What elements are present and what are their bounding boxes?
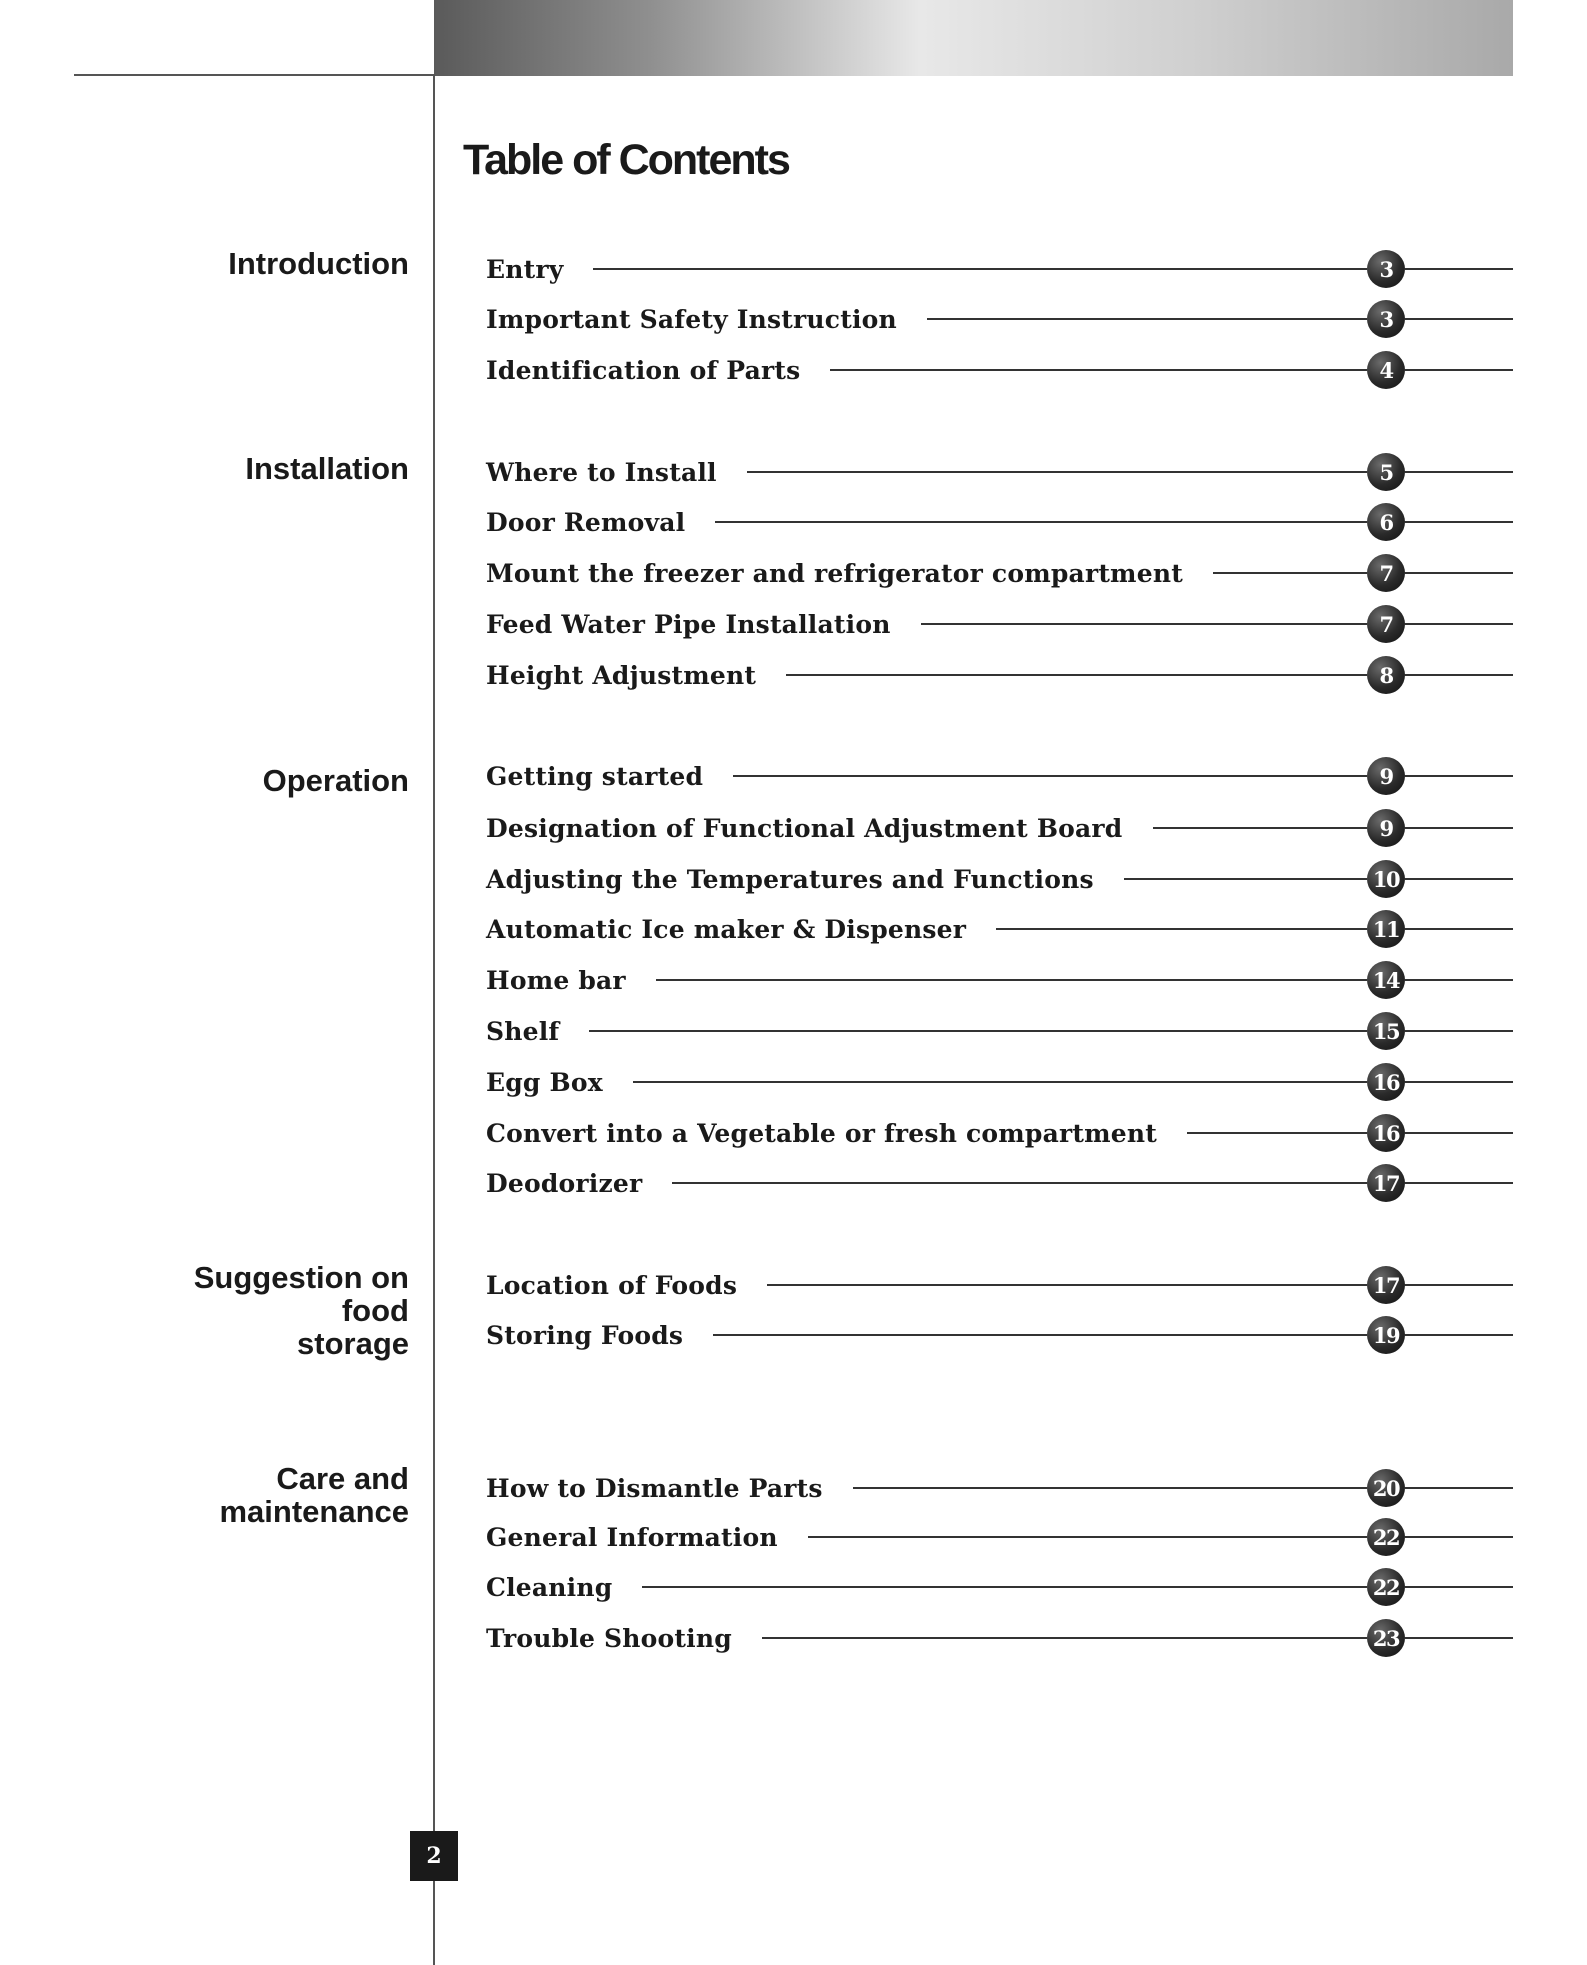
toc-entry[interactable]: [486, 1011, 1513, 1051]
toc-entry-label: General Information: [486, 1522, 778, 1552]
leader-line: [1124, 878, 1367, 880]
leader-line: [656, 979, 1367, 981]
page-title: Table of Contents: [463, 136, 789, 184]
leader-tail: [1405, 674, 1513, 676]
section-heading-food-storage: Suggestion on food storage: [193, 1260, 409, 1361]
toc-entry[interactable]: [486, 960, 1513, 1000]
page-badge: 3: [1367, 250, 1405, 288]
page-badge: 8: [1367, 656, 1405, 694]
leader-line: [853, 1487, 1367, 1489]
toc-entry[interactable]: [486, 604, 1513, 644]
toc-entry-label: Cleaning: [486, 1572, 613, 1602]
leader-tail: [1405, 1536, 1513, 1538]
section-heading-care: Care and maintenance: [219, 1461, 409, 1529]
toc-entry-label: Home bar: [486, 965, 626, 995]
toc-entry[interactable]: [486, 1468, 1513, 1508]
leader-line: [747, 471, 1367, 473]
toc-entry[interactable]: [486, 502, 1513, 542]
toc-entry-label: Where to Install: [486, 457, 717, 487]
header-gradient-bar: [434, 0, 1513, 76]
toc-entry[interactable]: [486, 1567, 1513, 1607]
leader-line: [642, 1586, 1367, 1588]
toc-entry-label: Height Adjustment: [486, 660, 757, 690]
toc-entry-label: Getting started: [486, 761, 704, 791]
leader-line: [1153, 827, 1368, 829]
leader-tail: [1405, 369, 1513, 371]
leader-tail: [1405, 1334, 1513, 1336]
top-rule: [74, 74, 434, 76]
page-badge: 19: [1367, 1316, 1405, 1354]
toc-entry-label: Location of Foods: [486, 1270, 738, 1300]
section-heading-introduction: Introduction: [228, 246, 409, 281]
leader-tail: [1405, 471, 1513, 473]
leader-line: [1187, 1132, 1367, 1134]
leader-tail: [1405, 878, 1513, 880]
page-badge: 22: [1367, 1518, 1405, 1556]
leader-line: [808, 1536, 1367, 1538]
leader-line: [996, 928, 1367, 930]
page-badge: 11: [1367, 910, 1405, 948]
toc-entry[interactable]: [486, 909, 1513, 949]
toc-entry[interactable]: [486, 756, 1513, 796]
toc-entry[interactable]: [486, 1315, 1513, 1355]
page-badge: 5: [1367, 453, 1405, 491]
page-badge: 23: [1367, 1619, 1405, 1657]
page-badge: 14: [1367, 961, 1405, 999]
toc-entry-label: Convert into a Vegetable or fresh compartment: [486, 1118, 1157, 1148]
page-badge: 16: [1367, 1114, 1405, 1152]
leader-tail: [1405, 1487, 1513, 1489]
leader-line: [1213, 572, 1367, 574]
leader-line: [733, 775, 1367, 777]
page-badge: 7: [1367, 554, 1405, 592]
leader-tail: [1405, 1132, 1513, 1134]
toc-entry[interactable]: [486, 1265, 1513, 1305]
toc-entry[interactable]: [486, 655, 1513, 695]
page-badge: 7: [1367, 605, 1405, 643]
section-heading-installation: Installation: [245, 451, 409, 486]
leader-tail: [1405, 1637, 1513, 1639]
leader-line: [830, 369, 1367, 371]
leader-tail: [1405, 1081, 1513, 1083]
section-heading-operation: Operation: [262, 763, 409, 798]
leader-tail: [1405, 827, 1513, 829]
leader-line: [713, 1334, 1367, 1336]
toc-entry-label: Deodorizer: [486, 1168, 643, 1198]
leader-tail: [1405, 623, 1513, 625]
toc-entry-label: Shelf: [486, 1016, 560, 1046]
toc-entry[interactable]: [486, 859, 1513, 899]
page-badge: 15: [1367, 1012, 1405, 1050]
page-badge: 9: [1367, 757, 1405, 795]
leader-tail: [1405, 1182, 1513, 1184]
toc-entry-label: Feed Water Pipe Installation: [486, 609, 891, 639]
page-badge: 9: [1367, 809, 1405, 847]
toc-entry[interactable]: [486, 249, 1513, 289]
toc-entry-label: Designation of Functional Adjustment Board: [486, 813, 1123, 843]
page-badge: 22: [1367, 1568, 1405, 1606]
leader-tail: [1405, 775, 1513, 777]
toc-entry[interactable]: [486, 553, 1513, 593]
leader-tail: [1405, 572, 1513, 574]
leader-tail: [1405, 979, 1513, 981]
toc-entry[interactable]: [486, 1618, 1513, 1658]
toc-entry-label: Egg Box: [486, 1067, 603, 1097]
leader-line: [767, 1284, 1367, 1286]
toc-entry-label: Entry: [486, 254, 564, 284]
toc-entry[interactable]: [486, 350, 1513, 390]
toc-entry-label: How to Dismantle Parts: [486, 1473, 823, 1503]
toc-entry[interactable]: [486, 1062, 1513, 1102]
leader-tail: [1405, 1030, 1513, 1032]
leader-line: [786, 674, 1367, 676]
page-badge: 16: [1367, 1063, 1405, 1101]
page-badge: 6: [1367, 503, 1405, 541]
toc-entry-label: Storing Foods: [486, 1320, 684, 1350]
page-badge: 4: [1367, 351, 1405, 389]
toc-entry-label: Important Safety Instruction: [486, 304, 897, 334]
page-badge: 17: [1367, 1164, 1405, 1202]
toc-entry[interactable]: [486, 452, 1513, 492]
leader-line: [672, 1182, 1367, 1184]
leader-tail: [1405, 1284, 1513, 1286]
toc-entry[interactable]: [486, 1113, 1513, 1153]
toc-entry[interactable]: [486, 1163, 1513, 1203]
leader-line: [715, 521, 1367, 523]
toc-entry[interactable]: [486, 1517, 1513, 1557]
page-number: 2: [410, 1831, 458, 1881]
leader-line: [927, 318, 1367, 320]
toc-entry-label: Trouble Shooting: [486, 1623, 732, 1653]
toc-entry-label: Identification of Parts: [486, 355, 801, 385]
leader-tail: [1405, 318, 1513, 320]
leader-line: [589, 1030, 1367, 1032]
toc-entry-label: Adjusting the Temperatures and Functions: [486, 864, 1094, 894]
leader-line: [762, 1637, 1367, 1639]
toc-entry-label: Mount the freezer and refrigerator compartment: [486, 558, 1183, 588]
leader-line: [633, 1081, 1367, 1083]
toc-entry[interactable]: [486, 299, 1513, 339]
toc-entry-label: Automatic Ice maker & Dispenser: [486, 914, 967, 944]
page-badge: 3: [1367, 300, 1405, 338]
leader-tail: [1405, 521, 1513, 523]
toc-entry-label: Door Removal: [486, 507, 686, 537]
leader-tail: [1405, 1586, 1513, 1588]
leader-line: [921, 623, 1367, 625]
leader-tail: [1405, 928, 1513, 930]
page-badge: 20: [1367, 1469, 1405, 1507]
vertical-rule: [433, 74, 435, 1965]
leader-line: [593, 268, 1367, 270]
leader-tail: [1405, 268, 1513, 270]
toc-entry[interactable]: [486, 808, 1513, 848]
page-badge: 17: [1367, 1266, 1405, 1304]
page-badge: 10: [1367, 860, 1405, 898]
